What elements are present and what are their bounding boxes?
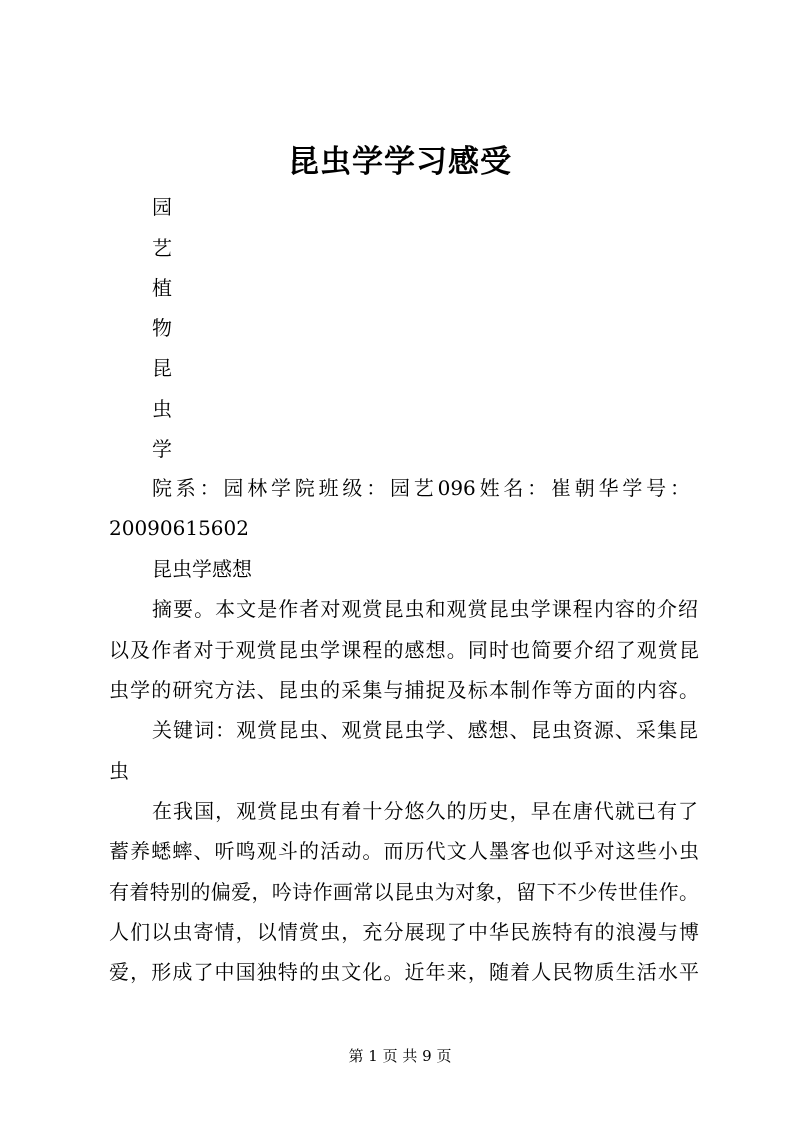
vertical-char: 虫 (152, 397, 172, 421)
vertical-char: 昆 (152, 356, 172, 380)
keywords-line: 关键词：观赏昆虫、观赏昆虫学、感想、昆虫资源、采集昆 (152, 718, 698, 742)
abstract-line: 摘要。本文是作者对观赏昆虫和观赏昆虫学课程内容的介绍 (152, 597, 698, 621)
subtitle: 昆虫学感想 (152, 557, 252, 581)
page-footer: 第 1 页 共 9 页 (348, 1047, 452, 1065)
body-line: 在我国，观赏昆虫有着十分悠久的历史，早在唐代就已有了 (152, 799, 698, 823)
keywords-line: 虫 (109, 759, 129, 783)
body-line: 爱，形成了中国独特的虫文化。近年来，随着人民物质生活水平 (109, 960, 699, 984)
vertical-char: 艺 (152, 236, 172, 260)
body-line: 人们以虫寄情，以情赏虫，充分展现了中华民族特有的浪漫与博 (109, 920, 699, 944)
vertical-char: 学 (152, 437, 172, 461)
abstract-line: 虫学的研究方法、昆虫的采集与捕捉及标本制作等方面的内容。 (109, 678, 699, 702)
abstract-line: 以及作者对于观赏昆虫学课程的感想。同时也简要介绍了观赏昆 (109, 638, 699, 662)
vertical-char: 物 (152, 316, 172, 340)
document-title: 昆虫学学习感受 (288, 144, 512, 180)
vertical-char: 植 (152, 276, 172, 300)
body-line: 蓄养蟋蟀、听鸣观斗的活动。而历代文人墨客也似乎对这些小虫 (109, 839, 699, 863)
vertical-char: 园 (152, 195, 172, 219)
student-id: 20090615602 (109, 516, 249, 540)
info-line: 院系：园林学院班级：园艺096姓名：崔朝华学号： (152, 476, 690, 500)
body-line: 有着特别的偏爱，吟诗作画常以昆虫为对象，留下不少传世佳作。 (109, 880, 699, 904)
